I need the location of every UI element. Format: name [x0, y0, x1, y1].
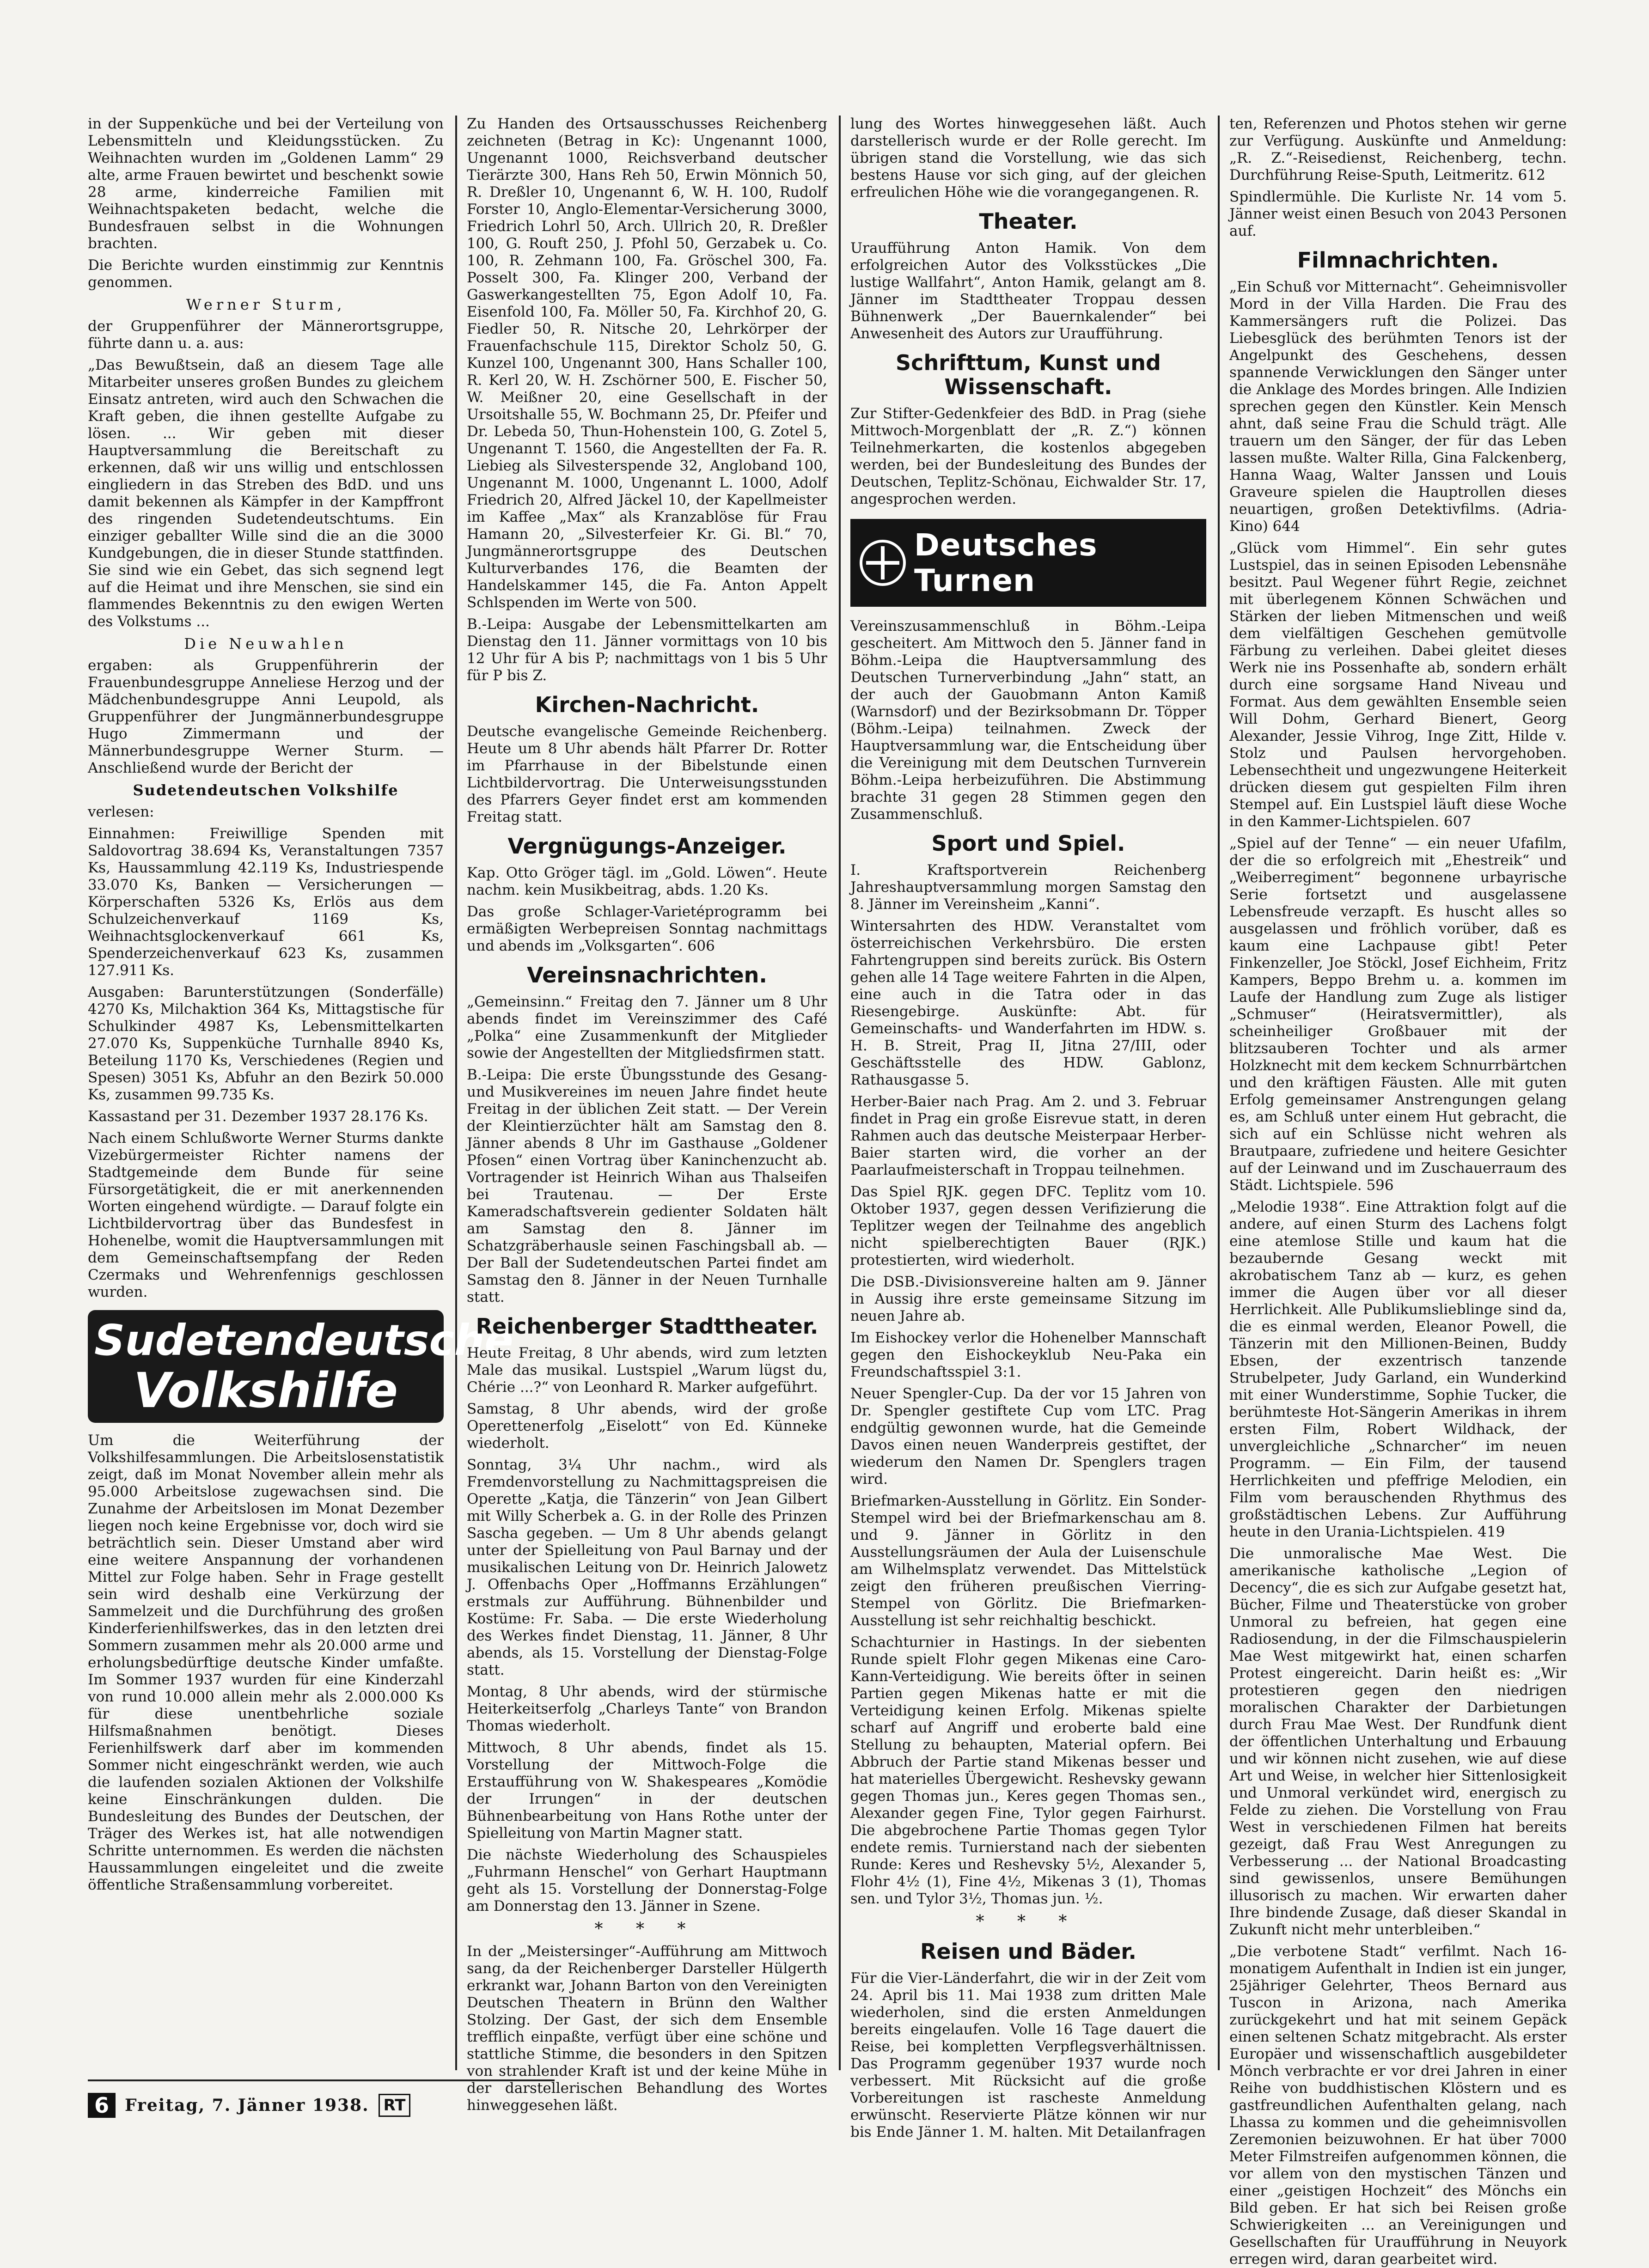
- paragraph: Kassastand per 31. Dezember 1937 28.176 Ks.: [88, 1108, 428, 1125]
- paragraph: der Gruppenführer der Männerortsgruppe, führte dann u. a. aus:: [88, 318, 444, 352]
- paragraph: „Die verbotene Stadt“ verfilmt. Nach 16-monatigem Aufenthalt in Indien ist ein junger, 25jähriger Gelehrter, Theos Bernard aus Tuscon in Arizona, nach Amerika zurückgekehrt und hat mit seinem Gepäck einen seltenen Schatz mitgebracht. Als erster Europäer und wissenschaftlich ausgebildeter Mönch verbrachte er vor drei Jahren in einer Reihe von buddhistischen Klöstern und es gastfreundlichen Aufenthalten gelang, nach Lhassa zu kommen und die geheimnisvollen Zeremonien beizuwohnen. Er hat über 7000 Meter Filmstreifen aufgenommen können, die vor allem von den mystischen Tänzen und einer „geistigen Hochzeit“ des Mönchs ein Bild geben. Er hat sich bei Reisen große Schwierigkeiten ... an Vereinigungen und Gesellschaften für Uraufführung in Neuyork erregen wird, daran gearbeitet wird.: [1229, 1943, 1567, 2268]
- section-heading: Sport und Spiel.: [931, 831, 1125, 856]
- page-number: 6: [88, 2093, 116, 2118]
- banner-line-1: Sudetendeutsche: [94, 1316, 513, 1365]
- section-heading: Reisen und Bäder.: [920, 1939, 1136, 1964]
- section-subheading: Sudetendeutschen Volkshilfe: [133, 781, 399, 799]
- paragraph: Vereinszusammenschluß in Böhm.-Leipa gescheitert. Am Mittwoch den 5. Jänner fand in Böhm.-Leipa die Hauptversammlung des Deutschen Turnerverbindung „Jahn“ statt, an der auch der Gauobmann Anton Kamiß (Warnsdorf) und der Bezirksobmann Dr. Töpper (Böhm.-Leipa) teilnahmen. Zweck der Hauptversammlung war, die Entscheidung über die Vereinigung mit dem Deutschen Turnverein Böhm.-Leipa herbeizuführen. Die Abstimmung brachte 31 gegen 28 Stimmen gegen den Zusammenschluß.: [850, 618, 1206, 823]
- paragraph: B.-Leipa: Ausgabe der Lebensmittelkarten am Dienstag den 11. Jänner vormittags von 10 bis 12 Uhr für A bis P; nachmittags von 1 bis 5 Uhr für P bis Z.: [467, 616, 827, 684]
- section-heading: Vergnügungs-Anzeiger.: [507, 834, 787, 859]
- volkshilfe-banner: [88, 1310, 513, 1423]
- section-heading: Reichenberger Stadttheater.: [476, 1314, 818, 1339]
- paragraph: Die unmoralische Mae West. Die amerikanische katholische „Legion of Decency“, die es sich zur Aufgabe gesetzt hat, Bücher, Filme und Theaterstücke von grober Unmoral zu befreien, hat gegen eine Radiosendung, in der die Filmschauspielerin Mae West mitgewirkt hat, einen scharfen Protest eingereicht. Darin heißt es: „Wir protestieren gegen den niedrigen moralischen Charakter der Darbietungen durch Frau Mae West. Der Rundfunk dient der öffentlichen Unterhaltung und Erbauung und wir können nicht zusehen, wie auf diese Art und Weise, in welcher hier Sittenlosigkeit und Unmoral verkündet wird, energisch zu Felde zu ziehen. Die Vorstellung von Frau West in verschiedenen Filmen hat bereits gezeigt, daß Frau West Anregungen zu Verbesserung ... der National Broadcasting sind gewissenlos, unsere Bemühungen illusorisch zu machen. Wir erwarten daher Ihre bindende Zusage, daß dieser Skandal in Zukunft nicht mehr unterbleiben.“: [1229, 1545, 1567, 1938]
- separator-stars: * * *: [594, 1920, 700, 1939]
- section-heading: Filmnachrichten.: [1297, 248, 1499, 273]
- paragraph: in der Suppenküche und bei der Verteilung von Lebensmitteln und Kleidungsstücken. Zu Weihnachten wurden im „Goldenen Lamm“ 29 alte, arme Frauen bewirtet und beschenkt sowie 28 arme, kinderreiche Familien mit Weihnachtspaketen bedacht, welche die Bundesfrauen selbst in die Wohnungen brachten.: [88, 116, 444, 252]
- paragraph: verlesen:: [88, 804, 154, 820]
- paragraph: Samstag, 8 Uhr abends, wird der große Operettenerfolg „Eiselott“ von Ed. Künneke wiederholt.: [467, 1401, 827, 1451]
- paragraph: Das große Schlager-Varietéprogramm bei ermäßigten Werbepreisen Sonntag nachmittags und abends im „Volksgarten“. 606: [467, 903, 827, 954]
- paragraph: Für die Vier-Länderfahrt, die wir in der Zeit vom 24. April bis 11. Mai 1938 zum dritten Male wiederholen, sind die ersten Anmeldungen bereits eingelaufen. Volle 16 Tage dauert die Reise, bei kompletten Verpflegsverhältnissen. Das Programm gegenüber 1937 wurde noch verbessert. Mit Rücksicht auf die große Vorbereitungen ist rascheste Anmeldung erwünscht. Reservierte Plätze können wir nur bis Ende Jänner 1. M. halten. Mit Detailanfragen: [850, 1970, 1206, 2140]
- paragraph: In der „Meistersinger“-Aufführung am Mittwoch sang, da der Reichenberger Darsteller Hülgerth erkrankt war, Johann Barton von den Vereinigten Deutschen Theatern in Brünn den Walther Stolzing. Der Gast, der sich dem Ensemble trefflich einpaßte, verfügt über eine schöne und stattliche Stimme, die besonders in den Spitzen von strahlender Kraft ist und der keine Mühe in der darstellerischen Behandlung des Wortes hinweggesehen läßt.: [467, 1943, 827, 2114]
- column-4: [1229, 116, 1567, 2268]
- paragraph: Einnahmen: Freiwillige Spenden mit Saldovortrag 38.694 Ks, Veranstaltungen 7357 Ks, Haussammlung 42.119 Ks, Industriespende 33.070 Ks, Banken — Versicherungen — Körperschaften 5326 Ks, Erlös aus dem Schulzeichenverkauf 1169 Ks, Weihnachtsglockenverkauf 661 Ks, Spenderzeichenverkauf 623 Ks, zusammen 127.911 Ks.: [88, 825, 444, 979]
- section-heading: Schrifttum, Kunst und Wissenschaft.: [896, 350, 1161, 399]
- paragraph: „Glück vom Himmel“. Ein sehr gutes Lustspiel, das in seinen Episoden Lebensnähe besitzt. Paul Wegener führt Regie, zeichnet mit überlegenem Können Schwächen und Stärken der lieben Mitmenschen und weiß dem vielfältigen Geschehen gemütvolle Färbung zu verleihen. Dabei gleitet dieses Werk nie ins Possenhafte ab, sondern erhält durch eine sorgsame Hand Niveau und Format. Aus dem gewählten Ensemble seien Will Dohm, Gerhard Bienert, Georg Alexander, Jessie Vihrog, Inge Zitt, Hilde v. Stolz und Paulsen hervorgehoben. Lebensechtheit und ungezwungene Heiterkeit drücken diesem gut gespielten Film ihren Stempel auf. Ein Lustspiel läuft diese Woche in den Kammer-Lichtspielen. 607: [1229, 540, 1567, 830]
- newspaper-page: [88, 116, 1567, 2268]
- paragraph: „Das Bewußtsein, daß an diesem Tage alle Mitarbeiter unseres großen Bundes zu gleichem Einsatz antreten, wird auch den Schwachen die Kraft geben, die ihnen gestellte Aufgabe zu lösen. ... Wir geben mit dieser Hauptversammlung die Bereitschaft zu erkennen, daß wir uns willig und entschlossen eingliedern in das Streben des BdD. und uns damit bekennen als Kämpfer in der Kampffront des ringenden Sudetendeutschtums. Ein einziger geballter Wille sind die an die 3000 Kundgebungen, die in dieser Stunde stattfinden. Sie sind wie ein Gebet, das sich segnend legt auf die Heimat und ihre Menschen, sie sind ein flammendes Bekenntnis zu den ewigen Werten des Volkstums ...: [88, 357, 444, 630]
- paragraph: ergaben: als Gruppenführerin der Frauenbundesgruppe Anneliese Herzog und der Mädchenbundesgruppe Anni Leupold, als Gruppenführer der Jungmännerbundesgruppe Hugo Zimmermann und der Männerbundesgruppe Werner Sturm. — Anschließend wurde der Bericht der: [88, 657, 444, 776]
- paragraph: Ausgaben: Barunterstützungen (Sonderfälle) 4270 Ks, Milchaktion 364 Ks, Mittagstische für Schulkinder 4987 Ks, Lebensmittelkarten 27.070 Ks, Suppenküche Turnhalle 8940 Ks, Beteilung 1170 Ks, Verschiedenes (Regien und Spesen) 3051 Ks, Abfuhr an den Bezirk 50.000 Ks, zusammen 99.735 Ks.: [88, 984, 444, 1103]
- column-2: [467, 116, 827, 2114]
- turnen-title: Deutsches Turnen: [914, 527, 1098, 598]
- paragraph: Montag, 8 Uhr abends, wird der stürmische Heiterkeitserfolg „Charleys Tante“ von Brandon Thomas wiederholt.: [467, 1683, 827, 1734]
- section-heading: Kirchen-Nachricht.: [535, 692, 759, 717]
- speaker-name: Werner Sturm,: [186, 296, 346, 313]
- paragraph: Nach einem Schlußworte Werner Sturms dankte Vizebürgermeister Richter namens der Stadtgemeinde dem Bunde für seine Fürsorgetätigkeit, die er mit anerkennenden Worten eingehend würdigte. — Darauf folgte ein Lichtbildervortrag über das Bundesfest in Hohenelbe, womit die Hauptversammlungen mit dem Gemeinschaftsempfang der Reden Czermaks und Wehrenfennigs geschlossen wurden.: [88, 1130, 444, 1300]
- paragraph: Die DSB.-Divisionsvereine halten am 9. Jänner in Aussig ihre erste gemeinsame Sitzung im neuen Jahre ab.: [850, 1274, 1206, 1324]
- paragraph: „Ein Schuß vor Mitternacht“. Geheimnisvoller Mord in der Villa Harden. Die Frau des Kammersängers ruft die Polizei. Das Liebesglück des berühmten Tenors ist der Angelpunkt des Geschehens, dessen spannende Verwicklungen den Sänger unter die Anklage des Mordes bringen. Alle Indizien sprechen gegen den Künstler. Kein Mensch ahnt, daß seine Frau die Schuld trägt. Alle trauern um den Sänger, der für das Leben lassen mußte. Walter Rilla, Gina Falckenberg, Hanna Waag, Walter Janssen und Louis Graveure spielen die Hauptrollen dieses neuartigen, großen Detektivfilms. (Adria-Kino) 644: [1229, 279, 1567, 535]
- separator-stars: * * *: [976, 1912, 1081, 1931]
- section-heading: Vereinsnachrichten.: [527, 963, 767, 988]
- paragraph: „Spiel auf der Tenne“ — ein neuer Ufafilm, der die so erfolgreich mit „Ehestreik“ und „Weiberregiment“ begonnene urbayrische Serie fortsetzt und ausgelassene Lebensfreude verzapft. Es huscht alles so ausgelassen und fröhlich vorüber, daß es kaum eine Lachpause gibt! Peter Finkenzeller, Joe Stöckl, Josef Eichheim, Fritz Kampers, Beppo Brehm u. a. kommen im Laufe der Handlung zum Zuge als listiger „Schmuser“ (Heiratsvermittler), als scheinheiliger Großbauer mit der blitzsauberen Tochter und als armer Holzknecht mit dem keckem Schnurrbärtchen und den kräftigen Fäusten. Alle mit guten Erfolg gemeinsamer Anstrengungen gelang es, am Schluß unter einem Hut gebracht, die sich auf ein Schlüsse nicht wehren als Brautpaare, zufriedene und heitere Gesichter auf der Leinwand und im Zuschauerraum des Städt. Lichtspiele. 596: [1229, 835, 1567, 1194]
- section-heading: Theater.: [979, 209, 1078, 234]
- paragraph: Herber-Baier nach Prag. Am 2. und 3. Februar findet in Prag ein große Eisrevue statt, in deren Rahmen auch das deutsche Meisterpaar Herber-Baier starten wird, die vorher an der Paarlaufmeisterschaft in Troppau teilnehmen.: [850, 1093, 1206, 1178]
- column-rule: [1218, 116, 1220, 2070]
- paragraph: Die Berichte wurden einstimmig zur Kenntnis genommen.: [88, 257, 444, 291]
- paragraph: Spindlermühle. Die Kurliste Nr. 14 vom 5. Jänner weist einen Besuch von 2043 Personen auf.: [1229, 189, 1567, 239]
- paragraph: Neuer Spengler-Cup. Da der vor 15 Jahren von Dr. Spengler gestiftete Cup vom LTC. Prag endgültig gewonnen wurde, hat die Gemeinde Davos einen neuen Wanderpreis gestiftet, der wiederum den Namen Dr. Spenglers tragen wird.: [850, 1385, 1206, 1488]
- column-3: [850, 116, 1206, 2140]
- newspaper-logo: RT: [379, 2094, 411, 2117]
- paragraph: Kap. Otto Gröger tägl. im „Gold. Löwen“. Heute nachm. kein Musikbeitrag, abds. 1.20 Ks.: [467, 865, 827, 898]
- paragraph: Das Spiel RJK. gegen DFC. Teplitz vom 10. Oktober 1937, gegen dessen Verifizierung die Teplitzer wegen der Teilnahme des angeblich nicht spielberechtigten Bauer (RJK.) protestierten, wird wiederholt.: [850, 1183, 1206, 1268]
- paragraph: Mittwoch, 8 Uhr abends, findet als 15. Vorstellung der Mittwoch-Folge die Erstaufführung von W. Shakespeares „Komödie der Irrungen“ in der deutschen Bühnenbearbeitung von Hans Rothe unter der Spielleitung von Martin Magner statt.: [467, 1739, 827, 1841]
- paragraph: Uraufführung Anton Hamik. Von dem erfolgreichen Autor des Volksstückes „Die lustige Wallfahrt“, Anton Hamik, gelangt am 8. Jänner im Stadttheater Troppau dessen Bühnenwerk „Der Bauernkalender“ bei Anwesenheit des Autors zur Uraufführung.: [850, 240, 1206, 342]
- paragraph: Heute Freitag, 8 Uhr abends, wird zum letzten Male das musikal. Lustspiel „Warum lügst du, Chérie ...?“ von Leonhard R. Marker aufgeführt.: [467, 1345, 827, 1396]
- paragraph: Zur Stifter-Gedenkfeier des BdD. in Prag (siehe Mittwoch-Morgenblatt der „R. Z.“) können Teilnehmerkarten, die kostenlos abgegeben werden, bei der Bundesleitung des Bundes der Deutschen, Teplitz-Schönau, Eichwalder Str. 17, angesprochen werden.: [850, 405, 1206, 507]
- paragraph: Deutsche evangelische Gemeinde Reichenberg. Heute um 8 Uhr abends hält Pfarrer Dr. Rotter im Pfarrhause in der Bibelstunde einen Lichtbildervortrag. Die Unterweisungsstunden des Pfarrers Geyer findet erst am kommenden Freitag statt.: [467, 723, 827, 825]
- paragraph: Schachturnier in Hastings. In der siebenten Runde spielt Flohr gegen Mikenas eine Caro-Kann-Verteidigung. Wie bereits öfter in seinen Partien gegen Mikenas hatte er mit die Verteidigung keinen Erfolg. Mikenas spielte scharf auf Angriff und eroberte bald eine Stellung zu behaupten, Material opfern. Bei Abbruch der Partie stand Mikenas besser und hat materielles Übergewicht. Reshevsky gewann gegen Thomas jun., Keres gegen Thomas sen., Alexander gegen Fine, Tylor gegen Fairhurst. Die abgebrochene Partie Thomas gegen Tylor endete remis. Turnierstand nach der siebenten Runde: Keres und Reshevsky 5½, Alexander 5, Flohr 4½ (1), Fine 4½, Mikenas 3 (1), Thomas sen. und Tylor 3½, Thomas jun. ½.: [850, 1634, 1206, 1907]
- banner-line-2: Volkshilfe: [133, 1362, 398, 1419]
- page-footer: [88, 2079, 555, 2124]
- paragraph: Im Eishockey verlor die Hohenelber Mannschaft gegen den Eishockeyklub Neu-Paka ein Freundschaftsspiel 3:1.: [850, 1329, 1206, 1380]
- paragraph: Um die Weiterführung der Volkshilfesammlungen. Die Arbeitslosenstatistik zeigt, daß im Monat November allein mehr als 95.000 Arbeitslose zugewachsen sind. Die Zunahme der Arbeitslosen im Monat Dezember liegen noch keine Ergebnisse vor, doch wird sie beträchtlich sein. Dieser Umstand aber wird eine weitere Anspannung der vorhandenen Mittel zur Folge haben. Sehr in Frage gestellt sein wird deshalb eine Verkürzung der Sammelzeit und die Durchführung des großen Kinderferienhilfswerkes, das in den letzten drei Sommern zusammen mehr als 20.000 arme und erholungsbedürftige deutsche Kinder umfaßte. Im Sommer 1937 wurden für eine Kinderzahl von rund 10.000 allein mehr als 2.000.000 Ks für diese unentbehrliche soziale Hilfsmaßnahmen benötigt. Dieses Ferienhilfswerk darf aber im kommenden Sommer nicht eingeschränkt werden, wie auch die laufenden sozialen Aktionen der Volkshilfe keine Einschränkungen dulden. Die Bundesleitung des Bundes der Deutschen, der Träger des Werkes ist, hat alle notwendigen Schritte unternommen. Es werden die nächsten Haussammlungen eingeleitet und die zweite öffentliche Straßensammlung vorbereitet.: [88, 1432, 444, 1893]
- paragraph: I. Kraftsportverein Reichenberg Jahreshauptversammlung morgen Samstag den 8. Jänner im Vereinsheim „Kanni“.: [850, 862, 1206, 913]
- paragraph: Die nächste Wiederholung des Schauspieles „Fuhrmann Henschel“ von Gerhart Hauptmann geht als 15. Vorstellung der Donnerstag-Folge am Donnerstag den 13. Jänner in Szene.: [467, 1847, 827, 1914]
- paragraph: Sonntag, 3¼ Uhr nachm., wird als Fremdenvorstellung zu Nachmittagspreisen die Operette „Katja, die Tänzerin“ von Jean Gilbert mit Willy Scherbek a. G. in der Rolle des Prinzen Sascha gegeben. — Um 8 Uhr abends gelangt unter der Spielleitung von Paul Barnay und der musikalischen Leitung von Dr. Heinrich Jalowetz J. Offenbachs Oper „Hoffmanns Erzählungen“ erstmals zur Aufführung. Bühnenbilder und Kostüme: Fr. Saba. — Die erste Wiederholung des Werkes findet Dienstag, 11. Jänner, 8 Uhr abends, als 15. Vorstellung der Dienstag-Folge statt.: [467, 1457, 827, 1678]
- turnen-banner: [850, 519, 1206, 607]
- paragraph: „Melodie 1938“. Eine Attraktion folgt auf die andere, auf einen Sturm des Lachens folgt eine atemlose Stille und kaum hat die bezaubernde Gesang weckt mit akrobatischem Tanz ab — kurz, es gehen immer die Augen über vor all dieser Herrlichkeit. Alle Publikumslieblinge sind da, die es einmal werden, Eleanor Powell, die Tänzerin mit den Millionen-Beinen, Buddy Ebsen, der exzentrisch tanzende Strubelpeter, Judy Garland, ein Wunderkind mit einer Wunderstimme, Sophie Tucker, die berühmteste Hot-Sängerin Amerikas in ihrem ersten Film, Robert Wildhack, der unvergleichliche „Schnarcher“ im neuen Programm. — Ein Film, der tausend Herrlichkeiten und pfeffrige Melodien, ein Film vom berauschenden Rhythmus des großstädtischen Lebens. Zur Aufführung heute in den Urania-Lichtspielen. 419: [1229, 1199, 1567, 1540]
- paragraph: Wintersahrten des HDW. Veranstaltet vom österreichischen Verkehrsbüro. Die ersten Fahrtengruppen sind bereits zurück. Bis Ostern gehen alle 14 Tage weitere Fahrten in die Alpen, eine auch in die Tatra oder in das Riesengebirge. Auskünfte: Abt. für Gemeinschafts- und Wanderfahrten im HDW. s. H. B. Streit, Prag II, Jitna 27/III, oder Geschäftsstelle des HDW. Gablonz, Rathausgasse 5.: [850, 918, 1206, 1088]
- column-1: [88, 116, 513, 2070]
- paragraph: Zu Handen des Ortsausschusses Reichenberg zeichneten (Betrag in Kc): Ungenannt 1000, Ungenannt 1000, Reichsverband deutscher Tierärzte 300, Hans Reh 50, Erwin Mönnich 50, R. Dreßler 10, Ungenannt 6, W. H. 100, Rudolf Forster 10, Anglo-Elementar-Versicherung 3000, Friedrich Lohrl 50, Arch. Ullrich 20, R. Dreßler 100, G. Rouft 250, J. Pfohl 50, Gerzabek u. Co. 100, R. Zehmann 100, Fa. Gröschel 300, Fa. Posselt 300, Fa. Klinger 200, Verband der Gaswerkangestellten 75, Egon Adolf 10, Fa. Eisenfold 100, Fa. Möller 50, Fa. Kirchhof 20, G. Fiedler 50, R. Nitsche 20, Lehrkörper der Frauenfachschule 115, Direktor Scholz 50, G. Kunzel 100, Ungenannt 300, Hans Schaller 100, R. Kerl 20, W. H. Zschörner 500, E. Fischer 50, W. Meißner 20, eine Gesellschaft in der Ursoitshalle 55, W. Bochmann 25, Dr. Pfeifer und Dr. Lebeda 50, Thun-Hohenstein 100, G. Zotel 5, Ungenannt T. 1560, die Angestellten der Fa. R. Liebieg als Silvesterspende 32, Angloband 100, Ungenannt M. 1000, Ungenannt L. 1000, Adolf Friedrich 20, Alfred Jäckel 10, der Kapellmeister im Kaffee „Max“ als Kranzablöse für Frau Hamann 20, „Silvesterfeier Kr. Gi. Bl.“ 70, Jungmännerortsgruppe des Deutschen Kulturverbandes 176, die Beamten der Handelskammer 145, die Fa. Anton Appelt Schlspenden im Werte von 500.: [467, 116, 827, 611]
- paragraph: B.-Leipa: Die erste Übungsstunde des Gesang- und Musikvereines im neuen Jahre findet heute Freitag in der üblichen Zeit statt. — Der Verein der Kleintierzüchter hält am Samstag den 8. Jänner abends 8 Uhr im Gasthause „Goldener Pfosen“ einen Vortrag über Kaninchenzucht ab. Vortragender ist Heinrich Wihan aus Thalseifen bei Trautenau. — Der Erste Kameradschaftsverein gedienter Soldaten hält am Samstag den 8. Jänner im Schatzgräberhausle seinen Faschingsball ab. — Der Ball der Sudetendeutschen Partei findet am Samstag den 8. Jänner in der Neuen Turnhalle statt.: [467, 1067, 827, 1305]
- column-rule: [839, 116, 841, 2070]
- column-rule: [455, 116, 457, 2070]
- paragraph: „Gemeinsinn.“ Freitag den 7. Jänner um 8 Uhr abends findet im Vereinszimmer des Café „Polka“ eine Zusammenkunft der Mitglieder sowie der Angestellten der Mitgliedsfirmen statt.: [467, 994, 827, 1061]
- paragraph: ten, Referenzen und Photos stehen wir gerne zur Verfügung. Auskünfte und Anmeldung: „R. Z.“-Reisedienst, Reichenberg, techn. Durchführung Reise-Sputh, Leitmeritz. 612: [1229, 116, 1567, 183]
- paragraph: lung des Wortes hinweggesehen läßt. Auch darstellerisch wurde er der Rolle gerecht. Im übrigen stand die Vorstellung, wie das sich bestens Hause vor sich ging, auf der gleichen erfreulichen Höhe wie die vorangegangenen. R.: [850, 116, 1206, 201]
- paragraph: Briefmarken-Ausstellung in Görlitz. Ein Sonder-Stempel wird bei der Briefmarkenschau am 8. und 9. Jänner in Görlitz in den Ausstellungsräumen der Aula der Luisenschule am Wilhelmsplatz verwendet. Das Mittelstück zeigt den früheren preußischen Vierring-Stempel von Görlitz. Die Briefmarken-Ausstellung ist sehr reichhaltig beschickt.: [850, 1493, 1206, 1629]
- issue-date: Freitag, 7. Jänner 1938.: [125, 2096, 369, 2115]
- turner-cross-icon: [860, 540, 906, 586]
- section-subheading: Die Neuwahlen: [184, 635, 348, 652]
